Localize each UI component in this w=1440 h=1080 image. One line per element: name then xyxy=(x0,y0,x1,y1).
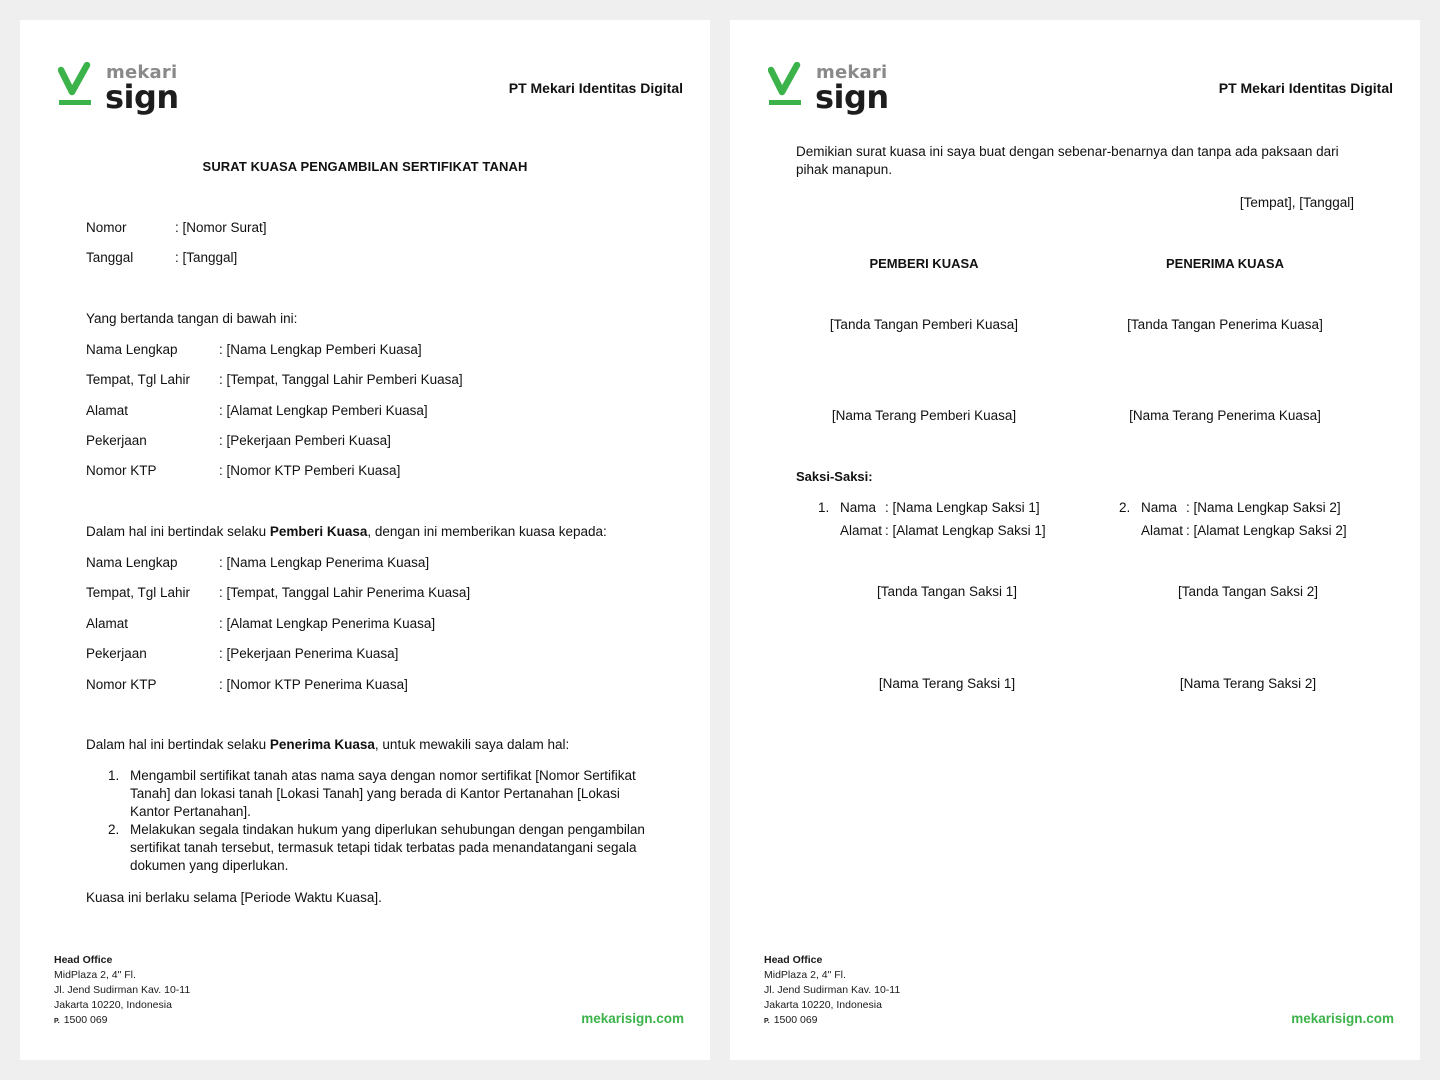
witness-heading: Saksi-Saksi: xyxy=(796,469,873,484)
giver-printed-name: [Nama Terang Pemberi Kuasa] xyxy=(831,408,1017,423)
witness-address-label: Alamat xyxy=(1141,523,1184,538)
witness-address-value: : [Alamat Lengkap Saksi 1] xyxy=(885,523,1046,538)
paragraph-text: , untuk mewakili saya dalam hal: xyxy=(374,737,570,752)
list-text: Melakukan segala tindakan hukum yang diperlukan sehubungan dengan pengambilan sertifikat tanah tersebut, termasuk tetapi tidak terbatas pada menandatangani segala dokumen yang diperlukan. xyxy=(130,822,645,873)
footer-line: Jakarta 10220, Indonesia xyxy=(54,999,172,1011)
receiver-field-value: : [Nomor KTP Penerima Kuasa] xyxy=(219,677,408,692)
list-number: 2. xyxy=(108,822,120,837)
giver-field-label: Nama Lengkap xyxy=(86,342,178,357)
receiver-field-label: Nama Lengkap xyxy=(86,555,178,570)
paragraph-text: Dalam hal ini bertindak selaku xyxy=(86,524,270,539)
witness-number: 1. xyxy=(818,500,830,515)
document-page-2 xyxy=(730,20,1420,1060)
paragraph-text: , dengan ini memberikan kuasa kepada: xyxy=(367,524,607,539)
receiver-field-value: : [Alamat Lengkap Penerima Kuasa] xyxy=(219,616,436,631)
receiver-role-bold: Penerima Kuasa xyxy=(269,737,375,752)
website-link[interactable]: mekarisign.com xyxy=(1291,1011,1394,1026)
receiver-role-paragraph xyxy=(86,737,569,752)
validity-text: Kuasa ini berlaku selama [Periode Waktu Kuasa]. xyxy=(86,890,382,905)
nomor-label: Nomor xyxy=(86,220,127,235)
footer-heading: Head Office xyxy=(54,954,113,966)
giver-field-value: : [Alamat Lengkap Pemberi Kuasa] xyxy=(219,403,428,418)
nomor-value: : [Nomor Surat] xyxy=(175,220,267,235)
receiver-printed-name: [Nama Terang Penerima Kuasa] xyxy=(1129,408,1321,423)
giver-field-label: Tempat, Tgl Lahir xyxy=(86,372,191,387)
list-item xyxy=(108,821,648,875)
giver-field-label: Nomor KTP xyxy=(86,463,157,478)
phone-number: 1500 069 xyxy=(63,1014,108,1026)
website-link[interactable]: mekarisign.com xyxy=(581,1011,684,1026)
company-name: PT Mekari Identitas Digital xyxy=(1218,80,1393,96)
footer-address xyxy=(54,953,190,1029)
place-date: [Tempat], [Tanggal] xyxy=(1239,195,1354,210)
giver-field-value: : [Pekerjaan Pemberi Kuasa] xyxy=(219,433,391,448)
witness-name-label: Nama xyxy=(1141,500,1178,515)
receiver-field-value: : [Tempat, Tanggal Lahir Penerima Kuasa] xyxy=(219,585,471,600)
footer-line: Jakarta 10220, Indonesia xyxy=(764,999,882,1011)
company-name: PT Mekari Identitas Digital xyxy=(508,80,683,96)
logo-text-top: mekari xyxy=(106,62,178,83)
receiver-field-label: Nomor KTP xyxy=(86,677,157,692)
giver-field-label: Pekerjaan xyxy=(86,433,147,448)
phone-number: 1500 069 xyxy=(773,1014,818,1026)
list-number: 1. xyxy=(108,768,120,783)
receiver-field-label: Alamat xyxy=(86,616,129,631)
receiver-field-label: Tempat, Tgl Lahir xyxy=(86,585,191,600)
paragraph-text: Dalam hal ini bertindak selaku xyxy=(86,737,270,752)
giver-signature: [Tanda Tangan Pemberi Kuasa] xyxy=(829,317,1019,332)
closing-paragraph: Demikian surat kuasa ini saya buat dengan sebenar-benarnya dan tanpa ada paksaan dari pihak manapun. xyxy=(796,144,1339,177)
giver-field-value: : [Nomor KTP Pemberi Kuasa] xyxy=(219,463,401,478)
footer-line: MidPlaza 2, 4" Fl. xyxy=(54,969,136,981)
receiver-field-label: Pekerjaan xyxy=(86,646,147,661)
footer-line: Jl. Jend Sudirman Kav. 10-11 xyxy=(54,984,191,996)
logo-text-main: sign xyxy=(105,78,179,116)
footer-line: Jl. Jend Sudirman Kav. 10-11 xyxy=(764,984,901,996)
witness-number: 2. xyxy=(1119,500,1131,515)
witness-printed-name: [Nama Terang Saksi 1] xyxy=(878,676,1016,691)
receiver-heading: PENERIMA KUASA xyxy=(1166,256,1284,271)
witness-signature: [Tanda Tangan Saksi 1] xyxy=(876,584,1018,599)
giver-field-value: : [Tempat, Tanggal Lahir Pemberi Kuasa] xyxy=(219,372,463,387)
tanggal-value: : [Tanggal] xyxy=(175,250,238,265)
witness-name-label: Nama xyxy=(840,500,877,515)
witness-printed-name: [Nama Terang Saksi 2] xyxy=(1179,676,1317,691)
intro-text: Yang bertanda tangan di bawah ini: xyxy=(86,311,298,326)
giver-field-value: : [Nama Lengkap Pemberi Kuasa] xyxy=(219,342,422,357)
mekari-sign-logo xyxy=(58,62,198,122)
tanggal-label: Tanggal xyxy=(86,250,134,265)
footer-phone xyxy=(54,1013,190,1029)
logo-text-top: mekari xyxy=(816,62,888,83)
giver-role-bold: Pemberi Kuasa xyxy=(269,524,368,539)
receiver-field-value: : [Pekerjaan Penerima Kuasa] xyxy=(219,646,399,661)
giver-role-paragraph xyxy=(86,524,607,539)
footer-line: MidPlaza 2, 4" Fl. xyxy=(764,969,846,981)
logo-text-main: sign xyxy=(815,78,889,116)
witness-name-value: : [Nama Lengkap Saksi 1] xyxy=(885,500,1040,515)
authority-list xyxy=(108,767,648,875)
document-title: SURAT KUASA PENGAMBILAN SERTIFIKAT TANAH xyxy=(202,159,528,174)
phone-mark: P. xyxy=(54,1018,60,1025)
witness-address-label: Alamat xyxy=(840,523,883,538)
checkmark-logo-icon xyxy=(58,62,98,110)
footer-phone xyxy=(764,1013,900,1029)
receiver-signature: [Tanda Tangan Penerima Kuasa] xyxy=(1127,317,1323,332)
list-item xyxy=(108,767,648,821)
footer-address xyxy=(764,953,900,1029)
footer-heading: Head Office xyxy=(764,954,823,966)
witness-name-value: : [Nama Lengkap Saksi 2] xyxy=(1186,500,1341,515)
checkmark-logo-icon xyxy=(768,62,808,110)
list-text: Mengambil sertifikat tanah atas nama saya dengan nomor sertifikat [Nomor Sertifikat Tanah] dan lokasi tanah [Lokasi Tanah] yang berada di Kantor Pertanahan [Lokasi Kantor Pertanahan]. xyxy=(130,768,636,819)
receiver-field-value: : [Nama Lengkap Penerima Kuasa] xyxy=(219,555,430,570)
phone-mark: P. xyxy=(764,1018,770,1025)
giver-field-label: Alamat xyxy=(86,403,129,418)
document-page-1 xyxy=(20,20,710,1060)
witness-signature: [Tanda Tangan Saksi 2] xyxy=(1177,584,1319,599)
mekari-sign-logo xyxy=(768,62,908,122)
giver-heading: PEMBERI KUASA xyxy=(869,256,979,271)
witness-address-value: : [Alamat Lengkap Saksi 2] xyxy=(1186,523,1347,538)
